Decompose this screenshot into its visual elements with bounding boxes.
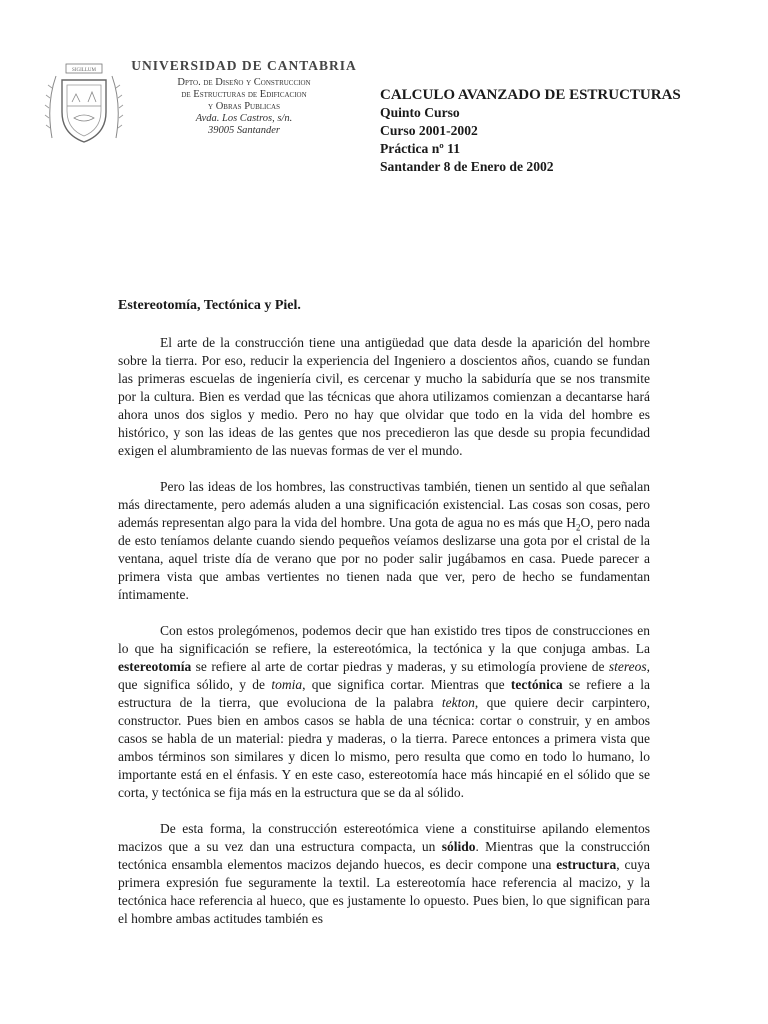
p3-text-5: se refiere a la estructura de la tierra, que evoluciona de la palabra (118, 677, 650, 710)
paragraph-2 (118, 478, 650, 604)
p4-text-1: De esta forma, la construcción estereotómica viene a constituirse apilando elementos macizos que a su vez dan una estructura compacta, un (118, 821, 650, 854)
term-tectonica: tectónica (510, 677, 563, 692)
practice-number: Práctica nº 11 (380, 141, 460, 156)
course-year: Quinto Curso (380, 105, 460, 120)
department-line-1: Dpto. de Diseño y Construccion (177, 77, 311, 88)
course-title: CALCULO AVANZADO DE ESTRUCTURAS (380, 87, 681, 103)
p3-text-3: , que significa sólido, y de (118, 659, 650, 692)
department-line-2: de Estructuras de Edificacion (181, 89, 307, 100)
document-body (118, 334, 650, 928)
document-title: Estereotomía, Tectónica y Piel. (118, 298, 301, 313)
address-line-1: Avda. Los Castros, s/n. (195, 113, 293, 124)
p3-text-4: , que significa cortar. Mientras que (302, 677, 511, 692)
paragraph-4 (118, 820, 650, 928)
paragraph-3 (118, 622, 650, 802)
p4-text-3: , cuya primera expresión fue seguramente la textil. La estereotomía hace referencia al macizo, y la tectónica hace referencia al hueco, que es justamente lo opuesto. Pues bien, lo que significan para el hombre ambas actitudes también es (118, 857, 651, 926)
university-seal-icon (44, 58, 124, 150)
term-estereotomia: estereotomía (118, 659, 192, 674)
term-stereos: stereos (608, 659, 647, 674)
department-line-3: y Obras Publicas (208, 101, 280, 112)
university-name: UNIVERSIDAD DE CANTABRIA (131, 58, 357, 73)
h2o-subscript: 2 (576, 522, 581, 533)
p3-text-1: Con estos prolegómenos, podemos decir que han existido tres tipos de construcciones en lo que ha significación se refiere, la estereotómica, la tectónica y la que conjuga ambas. La (118, 623, 650, 656)
term-tomia: tomia (271, 677, 303, 692)
document-date: Santander 8 de Enero de 2002 (380, 159, 554, 174)
institution-header (128, 60, 360, 137)
term-solido: sólido (441, 839, 476, 854)
p3-text-2: se refiere al arte de cortar piedras y maderas, y su etimología proviene de (191, 659, 609, 674)
term-tekton: tekton (441, 695, 475, 710)
paragraph-1: El arte de la construcción tiene una antigüedad que data desde la aparición del hombre sobre la tierra. Por eso, reducir la experiencia del Ingeniero a doscientos años, cuando se fundan las primeras escuelas de ingeniería civil, es cercenar y mucho la sabiduría que se nos transmite por la cultura. Bien es verdad que las técnicas que ahora utilizamos comienzan a decantarse hará ahora unos dos siglos y medio. Pero no hay que olvidar que todo en la vida del hombre es histórico, y son las ideas de las gentes que nos precedieron las que desde su propia fecundidad exigen el alumbramiento de las nuevas formas de ver el mundo. (118, 335, 650, 458)
p2-text-a: Pero las ideas de los hombres, las constructivas también, tienen un sentido al que señalan más directamente, pero además aluden a una significación existencial. Las cosas son cosas, pero además representan algo para la vida del hombre. Una gota de agua no es más que H (118, 479, 650, 530)
seal-ribbon-text: SIGILLUM (72, 68, 96, 73)
term-estructura: estructura (556, 857, 617, 872)
course-info (380, 86, 681, 176)
p2-text-b: O, pero nada de esto teníamos delante cuando siendo pequeños veíamos deslizarse una gota por el cristal de la ventana, aquel triste día de verano que por no poder salir jugábamos en casa. Puede parecer a primera vista que ambas vertientes no tienen nada que ver, pero de hecho se fundamentan íntimamente. (118, 515, 650, 602)
p3-text-6: , que quiere decir carpintero, constructor. Pues bien en ambos casos se habla de una técnica: cortar o construir, y en ambos casos se habla de un material: piedra y maderas, o la tierra. Parece entonces a primera vista que ambos términos son similares y dicen lo mismo, pero resulta que como en todo lo humano, lo importante está en el énfasis. Y en este caso, estereotomía hace más hincapié en el sólido que se corta, y tectónica se fija más en la estructura que se da al sólido. (118, 695, 651, 800)
p4-text-2: . Mientras que la construcción tectónica ensambla elementos macizos dejando huecos, es decir compone una (118, 839, 650, 872)
address-line-2: 39005 Santander (207, 125, 281, 136)
course-term: Curso 2001-2002 (380, 123, 478, 138)
